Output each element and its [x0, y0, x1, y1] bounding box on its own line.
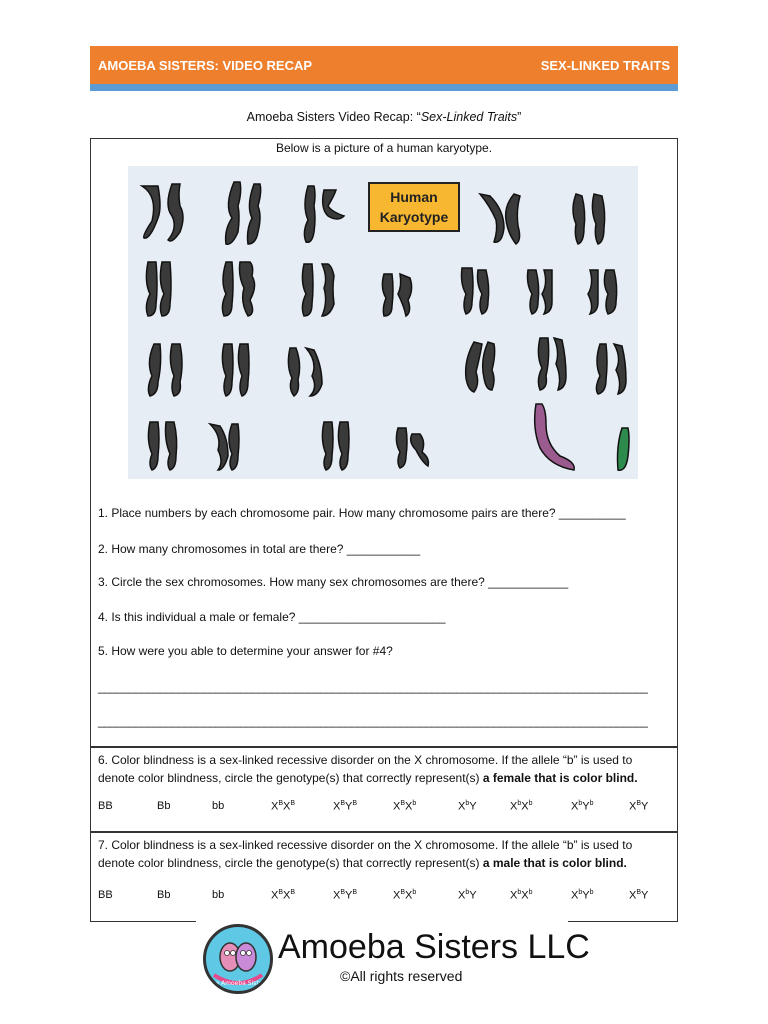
footer-rights: ©All rights reserved — [340, 968, 463, 984]
box-bottom-border-left — [91, 921, 196, 922]
karyotype-caption: Below is a picture of a human karyotype. — [275, 141, 493, 155]
header-right-title: SEX-LINKED TRAITS — [540, 58, 670, 73]
genotype-XBY[interactable]: $X^BY$ — [629, 800, 649, 813]
genotype-XbY[interactable]: $X^bY$ — [458, 800, 477, 813]
question-5: 5. How were you able to determine your answer for #4? — [98, 644, 393, 658]
genotype-Bb[interactable]: Bb — [157, 800, 171, 812]
y-chromosome — [618, 428, 630, 470]
genotype-XBYB[interactable]: $X^BY^B$ — [333, 800, 358, 813]
question-6-text: 6. Color blindness is a sex-linked recessive disorder on the X chromosome. If the allele “b” is used to denote color blindness, circle the genotype(s) that correctly represent(s) a female that is color blind. — [98, 753, 638, 785]
document-title: Amoeba Sisters Video Recap: “Sex-Linked Traits” — [246, 110, 522, 124]
header-bar — [90, 46, 678, 84]
question-3: 3. Circle the sex chromosomes. How many sex chromosomes are there? ____________ — [98, 575, 569, 589]
genotype-XBXB[interactable]: $X^BX^B$ — [271, 889, 296, 902]
answer-line-2[interactable]: _________________________________________________________________________________________ — [98, 714, 648, 728]
genotype-BB[interactable]: BB — [98, 889, 113, 901]
human-karyotype-label: Human Karyotype — [368, 182, 460, 232]
genotype-XbXb[interactable]: $X^bX^b$ — [510, 889, 533, 902]
answer-line-1[interactable]: _________________________________________________________________________________________ — [98, 680, 648, 694]
question-6-section — [90, 747, 678, 832]
genotype-XBXb[interactable]: $X^BX^b$ — [393, 889, 417, 902]
question-7-text: 7. Color blindness is a sex-linked recessive disorder on the X chromosome. If the allele “b” is used to denote color blindness, circle the genotype(s) that correctly represent(s) a male that is color blind. — [98, 838, 633, 870]
footer-company-name: Amoeba Sisters LLC — [278, 928, 590, 966]
genotype-BB[interactable]: BB — [98, 800, 113, 812]
header-accent-stripe — [90, 84, 678, 91]
genotype-XbYb[interactable]: $X^bY^b$ — [571, 800, 594, 813]
amoeba-sisters-logo-art — [206, 927, 270, 991]
genotype-bb[interactable]: bb — [212, 889, 225, 901]
genotype-XbY[interactable]: $X^bY$ — [458, 889, 477, 902]
question-2: 2. How many chromosomes in total are there? ___________ — [98, 542, 421, 556]
box-bottom-border-right — [568, 921, 678, 922]
header-left-title: AMOEBA SISTERS: VIDEO RECAP — [98, 58, 313, 73]
genotype-XbYb[interactable]: $X^bY^b$ — [571, 889, 594, 902]
genotype-bb[interactable]: bb — [212, 800, 225, 812]
genotype-Bb[interactable]: Bb — [157, 889, 171, 901]
x-chromosome — [535, 404, 575, 470]
question-7-section — [90, 832, 678, 922]
genotype-XbXb[interactable]: $X^bX^b$ — [510, 800, 533, 813]
genotype-XBYB[interactable]: $X^BY^B$ — [333, 889, 358, 902]
genotype-XBXb[interactable]: $X^BX^b$ — [393, 800, 417, 813]
karyotype-section — [90, 138, 678, 747]
genotype-XBY[interactable]: $X^BY$ — [629, 889, 649, 902]
svg-text:The Amoeba Sisters: The Amoeba Sisters — [207, 980, 269, 987]
question-1: 1. Place numbers by each chromosome pair. How many chromosome pairs are there? __________ — [98, 506, 626, 520]
question-4: 4. Is this individual a male or female? ______________________ — [98, 610, 446, 624]
genotype-XBXB[interactable]: $X^BX^B$ — [271, 800, 296, 813]
amoeba-sisters-logo — [203, 924, 273, 994]
karyotype-image — [128, 166, 638, 479]
